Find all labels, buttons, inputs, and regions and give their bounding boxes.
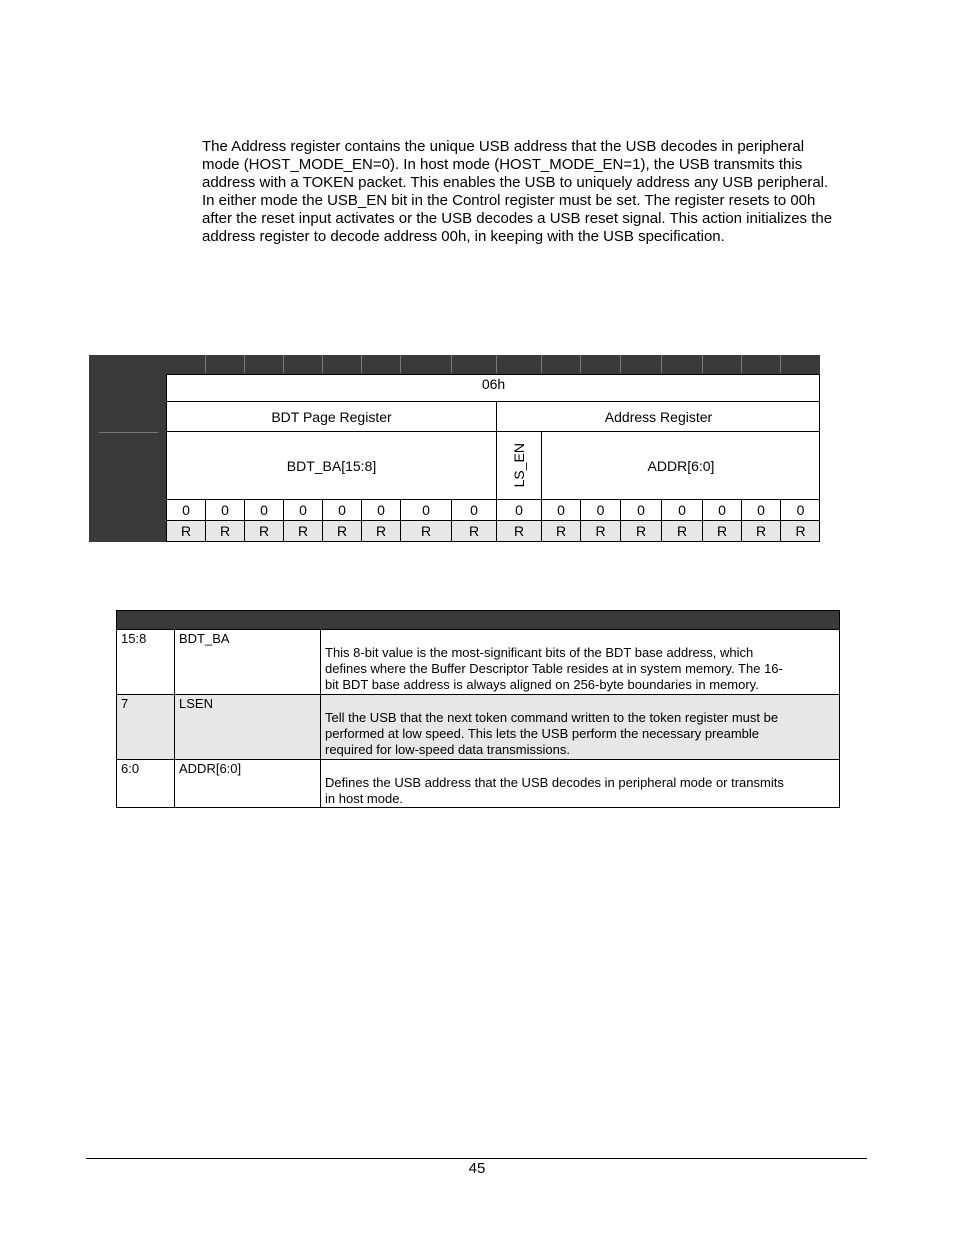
bit-column-tick [283, 355, 284, 373]
page-number: 45 [468, 1160, 486, 1177]
field-bits: 6:0 [117, 760, 175, 808]
reset-value-cell: 0 [400, 499, 451, 520]
access-cell: R [451, 520, 496, 541]
reset-value-cell: 0 [620, 499, 661, 520]
access-cell: R [283, 520, 322, 541]
bit-column-tick [702, 355, 703, 373]
access-cell: R [205, 520, 244, 541]
field-row [117, 760, 840, 808]
intro-line: The Address register contains the unique USB address that the USB decodes in peripheral [202, 138, 805, 155]
reset-value-cell: 0 [361, 499, 400, 520]
field-description-line: defines where the Buffer Descriptor Table resides at in system memory. The 16- [325, 661, 783, 676]
field-description-line: Tell the USB that the next token command written to the token register must be [325, 710, 779, 725]
bit-column-tick [322, 355, 323, 373]
byte-high-label: BDT Page Register [166, 401, 496, 431]
field-row [117, 695, 840, 760]
field-description-line: in host mode. [325, 791, 404, 806]
bit-column-tick [496, 355, 497, 373]
register-header-bar [89, 355, 820, 374]
row-label-divider [99, 432, 158, 433]
bit-column-tick [580, 355, 581, 373]
regmap-right-border [819, 374, 820, 542]
reset-value-cell: 0 [496, 499, 541, 520]
field-table-header [117, 611, 840, 630]
field-row [117, 630, 840, 695]
bit-column-tick [741, 355, 742, 373]
access-cell: R [741, 520, 780, 541]
intro-line: address register to decode address 00h, in keeping with the USB specification. [202, 228, 725, 245]
field-description-line: performed at low speed. This lets the USB perform the necessary preamble [325, 726, 760, 741]
register-map [89, 355, 820, 542]
field-ls-en [496, 431, 541, 499]
reset-value-cell: 0 [205, 499, 244, 520]
field-name: LSEN [175, 695, 321, 760]
field-description-line: This 8-bit value is the most-significant bits of the BDT base address, which [325, 645, 754, 660]
reset-value-cell: 0 [580, 499, 620, 520]
bit-column-tick [661, 355, 662, 373]
intro-line: after the reset input activates or the USB decodes a USB reset signal. This action initializes the [202, 210, 833, 227]
access-cell: R [780, 520, 820, 541]
access-cell: R [702, 520, 741, 541]
access-cell: R [620, 520, 661, 541]
access-cell: R [580, 520, 620, 541]
access-cell: R [400, 520, 451, 541]
reset-value-cell: 0 [661, 499, 702, 520]
reset-value-cell: 0 [166, 499, 205, 520]
bit-column-tick [361, 355, 362, 373]
access-cell: R [496, 520, 541, 541]
field-addr: ADDR[6:0] [541, 431, 820, 499]
reset-value-cell: 0 [244, 499, 283, 520]
intro-line: In either mode the USB_EN bit in the Control register must be set. The register resets to 00h [202, 192, 816, 209]
field-description-line: required for low-speed data transmissions. [325, 742, 570, 757]
reset-value-cell: 0 [322, 499, 361, 520]
field-bits: 7 [117, 695, 175, 760]
access-cell: R [361, 520, 400, 541]
field-description-table [116, 610, 840, 808]
intro-line: address with a TOKEN packet. This enables the USB to uniquely address any USB peripheral. [202, 174, 829, 191]
field-name: BDT_BA [175, 630, 321, 695]
bit-column-tick [244, 355, 245, 373]
reset-value-cell: 0 [741, 499, 780, 520]
field-bdt-ba: BDT_BA[15:8] [166, 431, 496, 499]
field-name: ADDR[6:0] [175, 760, 321, 808]
field-description-line: Defines the USB address that the USB decodes in peripheral mode or transmits [325, 775, 784, 790]
reset-value-cell: 0 [283, 499, 322, 520]
field-table-header-cell [117, 611, 840, 630]
bit-column-tick [780, 355, 781, 373]
bit-column-tick [400, 355, 401, 373]
bit-column-tick [541, 355, 542, 373]
access-cell: R [322, 520, 361, 541]
reset-value-cell: 0 [541, 499, 580, 520]
field-description [321, 630, 840, 695]
access-cell: R [541, 520, 580, 541]
bit-column-tick [205, 355, 206, 373]
regmap-bottom-border [166, 541, 820, 542]
access-cell: R [661, 520, 702, 541]
field-description [321, 695, 840, 760]
access-cell: R [166, 520, 205, 541]
field-description [321, 760, 840, 808]
intro-line: mode (HOST_MODE_EN=0). In host mode (HOST_MODE_EN=1), the USB transmits this [202, 156, 803, 173]
footer-rule [86, 1158, 867, 1159]
reset-value-cell: 0 [451, 499, 496, 520]
reset-value-cell: 0 [780, 499, 820, 520]
bit-column-tick [620, 355, 621, 373]
byte-low-label: Address Register [496, 401, 820, 431]
bit-column-tick [451, 355, 452, 373]
access-cell: R [244, 520, 283, 541]
reset-value-cell: 0 [702, 499, 741, 520]
field-ls-en-label: LS_EN [511, 443, 527, 488]
register-offset: 06h [166, 374, 820, 401]
field-description-line: bit BDT base address is always aligned on 256-byte boundaries in memory. [325, 677, 759, 692]
row-label-column [89, 374, 166, 542]
intro-paragraph [202, 138, 862, 246]
field-bits: 15:8 [117, 630, 175, 695]
